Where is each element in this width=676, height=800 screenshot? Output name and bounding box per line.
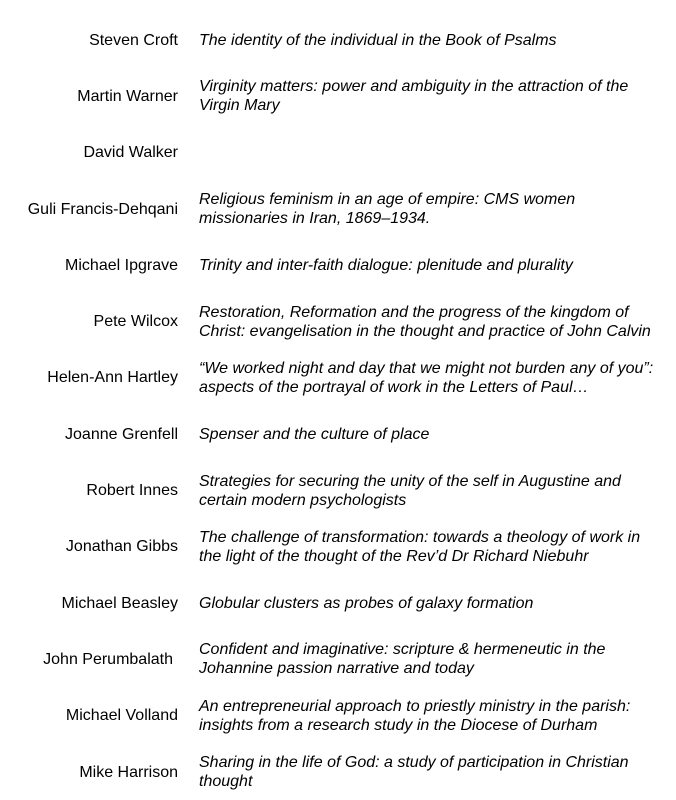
thesis-title: “We worked night and day that we might not burden any of you”: aspects of the portrayal of work in the Letters of Paul… bbox=[199, 359, 654, 396]
table-row bbox=[0, 575, 676, 631]
table-row bbox=[0, 125, 676, 181]
person-name: Michael Beasley bbox=[61, 594, 178, 612]
person-name: Michael Ipgrave bbox=[65, 256, 178, 274]
person-name: Robert Innes bbox=[86, 482, 178, 500]
thesis-title: Restoration, Reformation and the progress of the kingdom of Christ: evangelisation in the thought and practice of John Calvin bbox=[199, 303, 651, 340]
table-row bbox=[0, 519, 676, 575]
thesis-title: The identity of the individual in the Book of Psalms bbox=[199, 31, 557, 49]
table-row bbox=[0, 293, 676, 349]
table-row bbox=[0, 237, 676, 293]
thesis-title: Trinity and inter-faith dialogue: plenitude and plurality bbox=[199, 256, 573, 274]
thesis-title: The challenge of transformation: towards a theology of work in the light of the thought of the Rev’d Dr Richard Niebuhr bbox=[199, 528, 641, 565]
thesis-title: Spenser and the culture of place bbox=[199, 425, 430, 443]
table-row bbox=[0, 406, 676, 462]
person-name: Pete Wilcox bbox=[93, 313, 178, 331]
person-name: Mike Harrison bbox=[79, 763, 178, 781]
thesis-title: Virginity matters: power and ambiguity in the attraction of the Virgin Mary bbox=[199, 78, 629, 115]
table-row bbox=[0, 68, 676, 124]
thesis-title: Globular clusters as probes of galaxy formation bbox=[199, 594, 534, 612]
person-name: Jonathan Gibbs bbox=[65, 538, 178, 556]
table-row bbox=[0, 12, 676, 68]
thesis-title: Sharing in the life of God: a study of participation in Christian thought bbox=[199, 754, 629, 790]
thesis-title: An entrepreneurial approach to priestly ministry in the parish: insights from a research study in the Diocese of Durham bbox=[199, 697, 631, 734]
person-name: David Walker bbox=[83, 144, 178, 162]
person-name: Joanne Grenfell bbox=[65, 425, 178, 443]
table-row bbox=[0, 688, 676, 744]
person-name: Helen-Ann Hartley bbox=[47, 369, 178, 387]
thesis-title: Confident and imaginative: scripture & hermeneutic in the Johannine passion narrative and today bbox=[199, 641, 606, 678]
person-name: Michael Volland bbox=[65, 707, 178, 725]
person-name: John Perumbalath bbox=[43, 650, 173, 668]
table-row bbox=[0, 744, 676, 800]
person-name: Martin Warner bbox=[77, 87, 178, 105]
person-name: Steven Croft bbox=[89, 31, 178, 49]
table-row bbox=[0, 631, 676, 687]
table-row bbox=[0, 350, 676, 406]
thesis-table bbox=[0, 12, 676, 800]
thesis-title: Strategies for securing the unity of the self in Augustine and certain modern psychologists bbox=[199, 472, 621, 509]
person-name: Guli Francis-Dehqani bbox=[27, 200, 178, 218]
thesis-title: Religious feminism in an age of empire: CMS women missionaries in Iran, 1869–1934. bbox=[199, 191, 576, 228]
table-row bbox=[0, 181, 676, 237]
table-row bbox=[0, 462, 676, 518]
